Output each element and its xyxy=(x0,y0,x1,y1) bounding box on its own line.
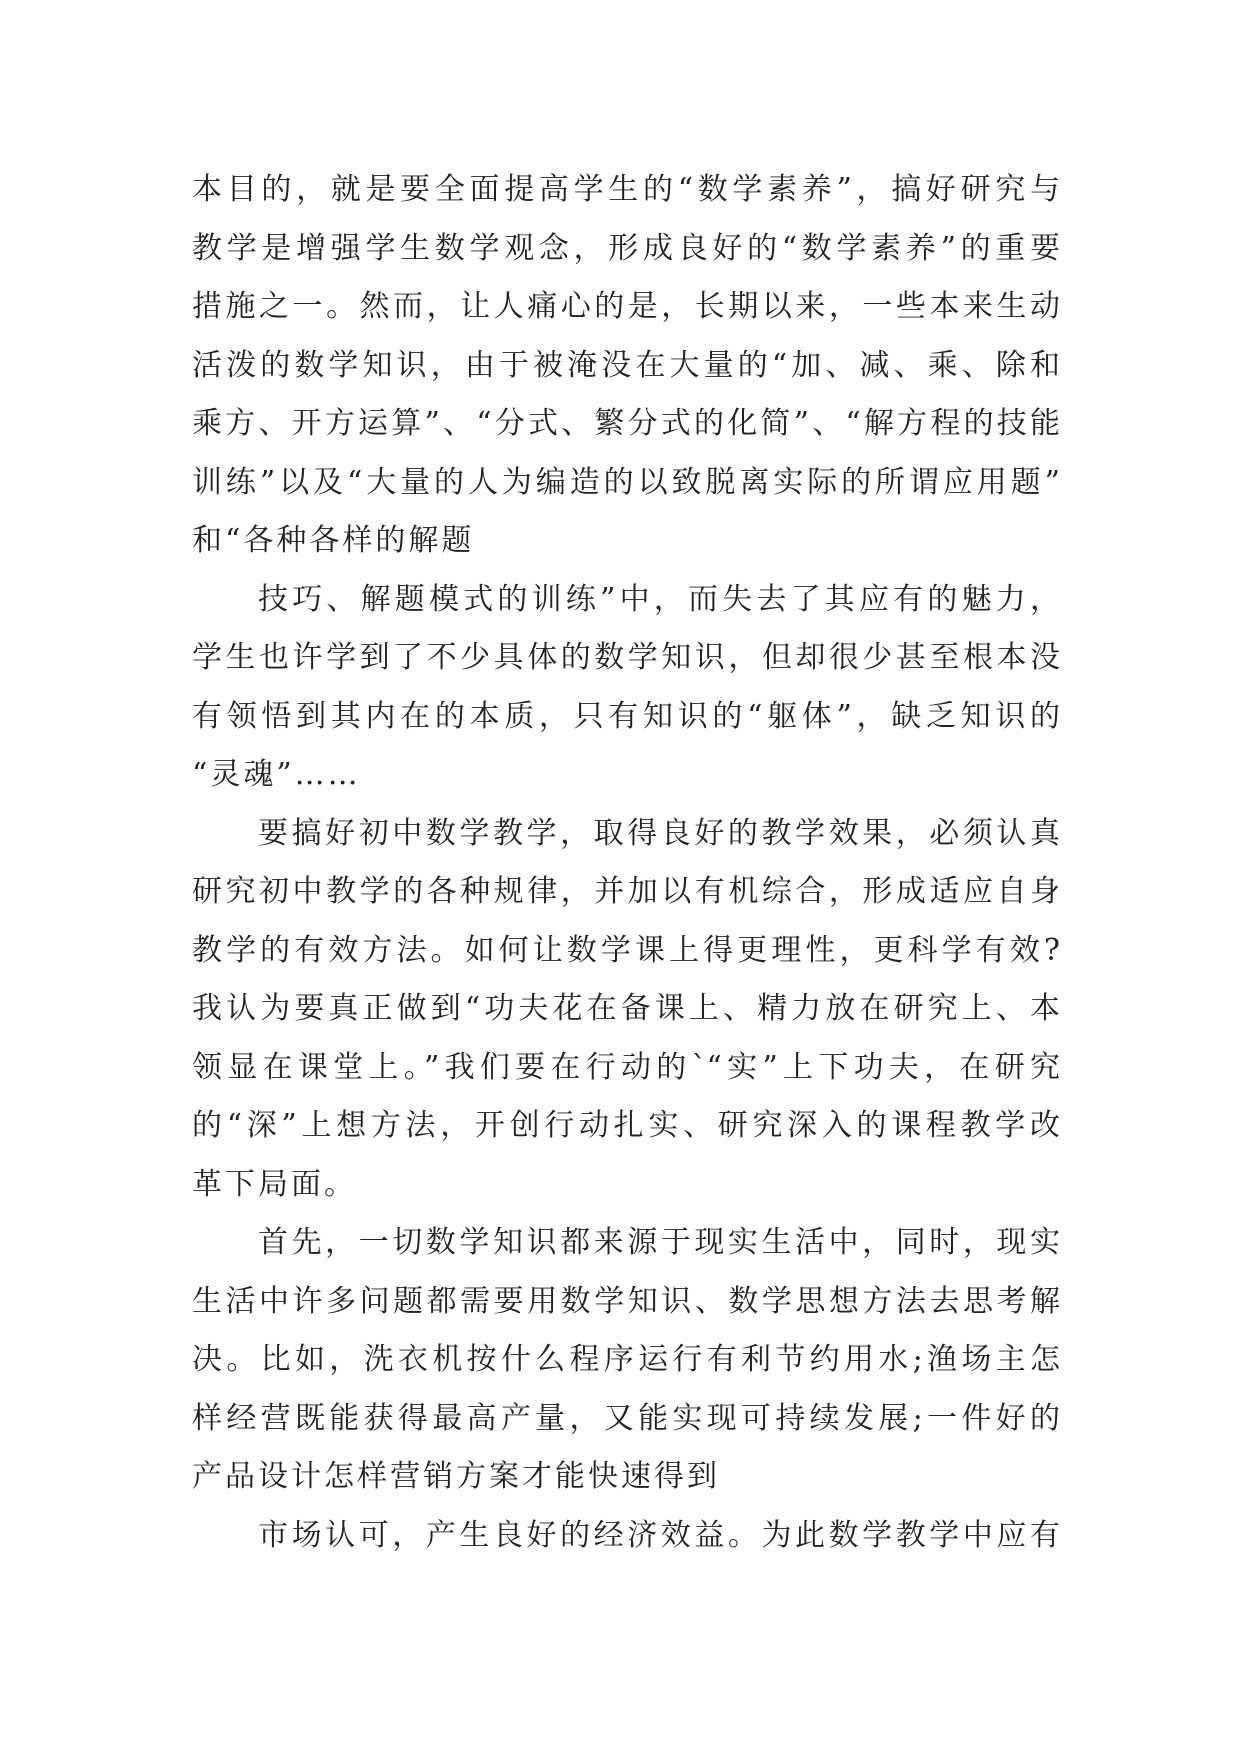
text-line: 训练”以及“大量的人为编造的以致脱离实际的所谓应用题” xyxy=(192,464,1060,500)
text-line: 革下局面。 xyxy=(192,1166,357,1202)
text-line: 首先，一切数学知识都来源于现实生活中，同时，现实 xyxy=(258,1225,1060,1260)
text-line: 措施之一。然而，让人痛心的是，长期以来，一些本来生动 xyxy=(192,289,1060,324)
paragraph xyxy=(192,571,1060,805)
text-line: 和“各种各样的解题 xyxy=(192,523,475,558)
text-line: 技巧、解题模式的训练”中，而失去了其应有的魅力， xyxy=(258,581,1060,617)
text-line: 教学的有效方法。如何让数学课上得更理性，更科学有效? xyxy=(192,932,1060,968)
text-line: 我认为要真正做到“功夫花在备课上、精力放在研究上、本 xyxy=(192,991,1060,1026)
paragraph xyxy=(192,805,1060,1215)
text-line: 学生也许学到了不少具体的数学知识，但却很少甚至根本没 xyxy=(192,640,1060,675)
text-line: 的“深”上想方法，开创行动扎实、研究深入的课程教学改 xyxy=(192,1108,1060,1143)
text-line: 要搞好初中数学教学，取得良好的教学效果，必须认真 xyxy=(258,815,1060,851)
text-line: 教学是增强学生数学观念，形成良好的“数学素养”的重要 xyxy=(192,230,1060,266)
paragraph xyxy=(192,1214,1060,1507)
text-line: 样经营既能获得最高产量，又能实现可持续发展;一件好的 xyxy=(192,1400,1060,1436)
body-text xyxy=(192,161,1060,1565)
text-line: 乘方、开方运算”、“分式、繁分式的化简”、“解方程的技能 xyxy=(192,406,1060,441)
paragraph xyxy=(192,161,1060,571)
text-line: 活泼的数学知识，由于被淹没在大量的“加、减、乘、除和 xyxy=(192,347,1060,383)
text-line: 领显在课堂上。”我们要在行动的`“实”上下功夫，在研究 xyxy=(192,1049,1060,1085)
text-line: 有领悟到其内在的本质，只有知识的“躯体”，缺乏知识的 xyxy=(192,698,1060,734)
text-line: 本目的，就是要全面提高学生的“数学素养”，搞好研究与 xyxy=(192,172,1060,207)
paragraph xyxy=(192,1507,1060,1566)
text-line: “灵魂”…… xyxy=(192,757,361,792)
text-line: 决。比如，洗衣机按什么程序运行有利节约用水;渔场主怎 xyxy=(192,1342,1060,1377)
text-line: 产品设计怎样营销方案才能快速得到 xyxy=(192,1459,720,1494)
text-line: 市场认可，产生良好的经济效益。为此数学教学中应有 xyxy=(258,1517,1060,1553)
text-line: 生活中许多问题都需要用数学知识、数学思想方法去思考解 xyxy=(192,1283,1060,1319)
text-line: 研究初中教学的各种规律，并加以有机综合，形成适应自身 xyxy=(192,874,1060,909)
